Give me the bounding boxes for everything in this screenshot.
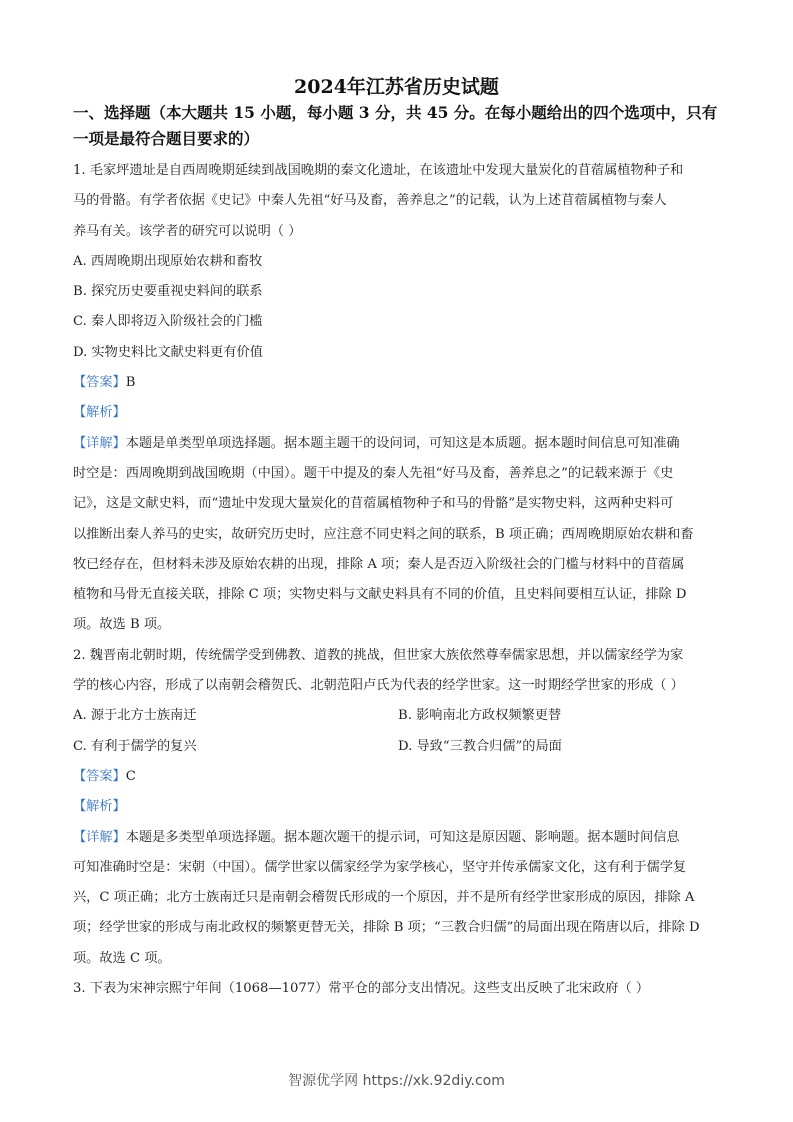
option-row	[73, 701, 723, 731]
option-c: C. 秦人即将迈入阶级社会的门槛	[73, 314, 263, 330]
section-heading-line: 一项是最符合题目要求的）	[73, 129, 260, 148]
detail-line: 以推断出秦人养马的史实，故研究历史时，应注意不同史料之间的联系，B 项正确；西周晚期原始农耕和畜	[73, 526, 694, 542]
option-c: C. 有利于儒学的复兴	[73, 738, 197, 754]
detail-line	[73, 823, 723, 853]
option-a: A. 西周晚期出现原始农耕和畜牧	[73, 253, 263, 269]
answer-value: B	[125, 375, 136, 391]
answer-line	[73, 762, 723, 792]
option-b: B. 探究历史要重视史料间的联系	[73, 284, 263, 300]
answer-line	[73, 368, 723, 398]
detail-tag: 【详解】	[73, 829, 126, 845]
detail-line: 牧已经存在，但材料未涉及原始农耕的出现，排除 A 项；秦人是否迈入阶级社会的门槛与材料中的苜蓿属	[73, 556, 685, 572]
analysis-line	[73, 398, 723, 428]
option-d: D. 实物史料比文献史料更有价值	[73, 344, 263, 360]
question-stem-line: 1. 毛家坪遗址是自西周晚期延续到战国晚期的秦文化遗址，在该遗址中发现大量炭化的苜蓿属植物种子和	[73, 163, 684, 178]
detail-line: 项。故选 C 项。	[73, 950, 171, 966]
option-b: B. 影响南北方政权频繁更替	[398, 708, 562, 724]
section-heading	[73, 100, 723, 152]
answer-tag: 【答案】	[73, 768, 126, 784]
question-1	[73, 156, 723, 641]
detail-tag: 【详解】	[73, 435, 126, 451]
analysis-line	[73, 792, 723, 822]
detail-line: 项；经学世家的形成与南北政权的频繁更替无关，排除 B 项；“三教合归儒”的局面出现在隋唐以后，排除 D	[73, 920, 700, 936]
analysis-tag: 【解析】	[73, 405, 126, 421]
page-title: 2024年江苏省历史试题	[294, 76, 499, 98]
question-stem-line: 2. 魏晋南北朝时期，传统儒学受到佛教、道教的挑战，但世家大族依然尊奉儒家思想，并以儒家经学为家	[73, 647, 684, 663]
detail-line: 项。故选 B 项。	[73, 617, 171, 633]
detail-line: 记》，这是文献史料，而“遗址中发现大量炭化的苜蓿属植物种子和马的骨骼”是实物史料，这两种史料可	[73, 496, 674, 512]
question-stem-line: 3. 下表为宋神宗熙宁年间（1068—1077）常平仓的部分支出情况。这些支出反映了北宋政府（ ）	[73, 981, 650, 997]
answer-value: C	[125, 768, 136, 784]
detail-line: 时空是：西周晚期到战国晚期（中国）。题干中提及的秦人先祖“好马及畜，善养息之”的记载来源于《史	[73, 465, 674, 481]
detail-line: 兴，C 项正确；北方士族南迁只是南朝会稽贺氏形成的一个原因，并不是所有经学世家形成的原因，排除 A	[73, 890, 695, 906]
option-row	[73, 732, 723, 762]
question-stem-line: 养马有关。该学者的研究可以说明（ ）	[73, 223, 302, 239]
question-3	[73, 974, 723, 1004]
detail-line	[73, 429, 723, 459]
detail-text: 本题是单类型单项选择题。据本题主题干的设问词，可知这是本质题。据本题时间信息可知准确	[125, 435, 680, 451]
option-a: A. 源于北方士族南迁	[73, 708, 197, 724]
footer-watermark: 智源优学网 https://xk.92diy.com	[288, 1073, 505, 1089]
option-d: D. 导致“三教合归儒”的局面	[398, 738, 562, 754]
detail-line: 可知准确时空是：宋朝（中国）。儒学世家以儒家经学为家学核心，坚守并传承儒家文化，这有利于儒学复	[73, 859, 687, 875]
question-stem-line: 马的骨骼。有学者依据《史记》中秦人先祖“好马及畜，善养息之”的记载，认为上述苜蓿属植物与秦人	[73, 193, 667, 209]
analysis-tag: 【解析】	[73, 799, 126, 815]
exam-content	[73, 100, 723, 1004]
question-2	[73, 641, 723, 974]
section-heading-line: 一、选择题（本大题共 15 小题，每小题 3 分，共 45 分。在每小题给出的四个选项中，只有	[73, 103, 718, 122]
detail-text: 本题是多类型单项选择题。据本题次题干的提示词，可知这是原因题、影响题。据本题时间信息	[125, 829, 680, 845]
detail-line: 植物和马骨无直接关联，排除 C 项；实物史料与文献史料具有不同的价值，且史料间要相互认证，排除 D	[73, 587, 687, 603]
question-stem-line: 学的核心内容，形成了以南朝会稽贺氏、北朝范阳卢氏为代表的经学世家。这一时期经学世家的形成（ ）	[73, 678, 684, 694]
answer-tag: 【答案】	[73, 375, 126, 391]
